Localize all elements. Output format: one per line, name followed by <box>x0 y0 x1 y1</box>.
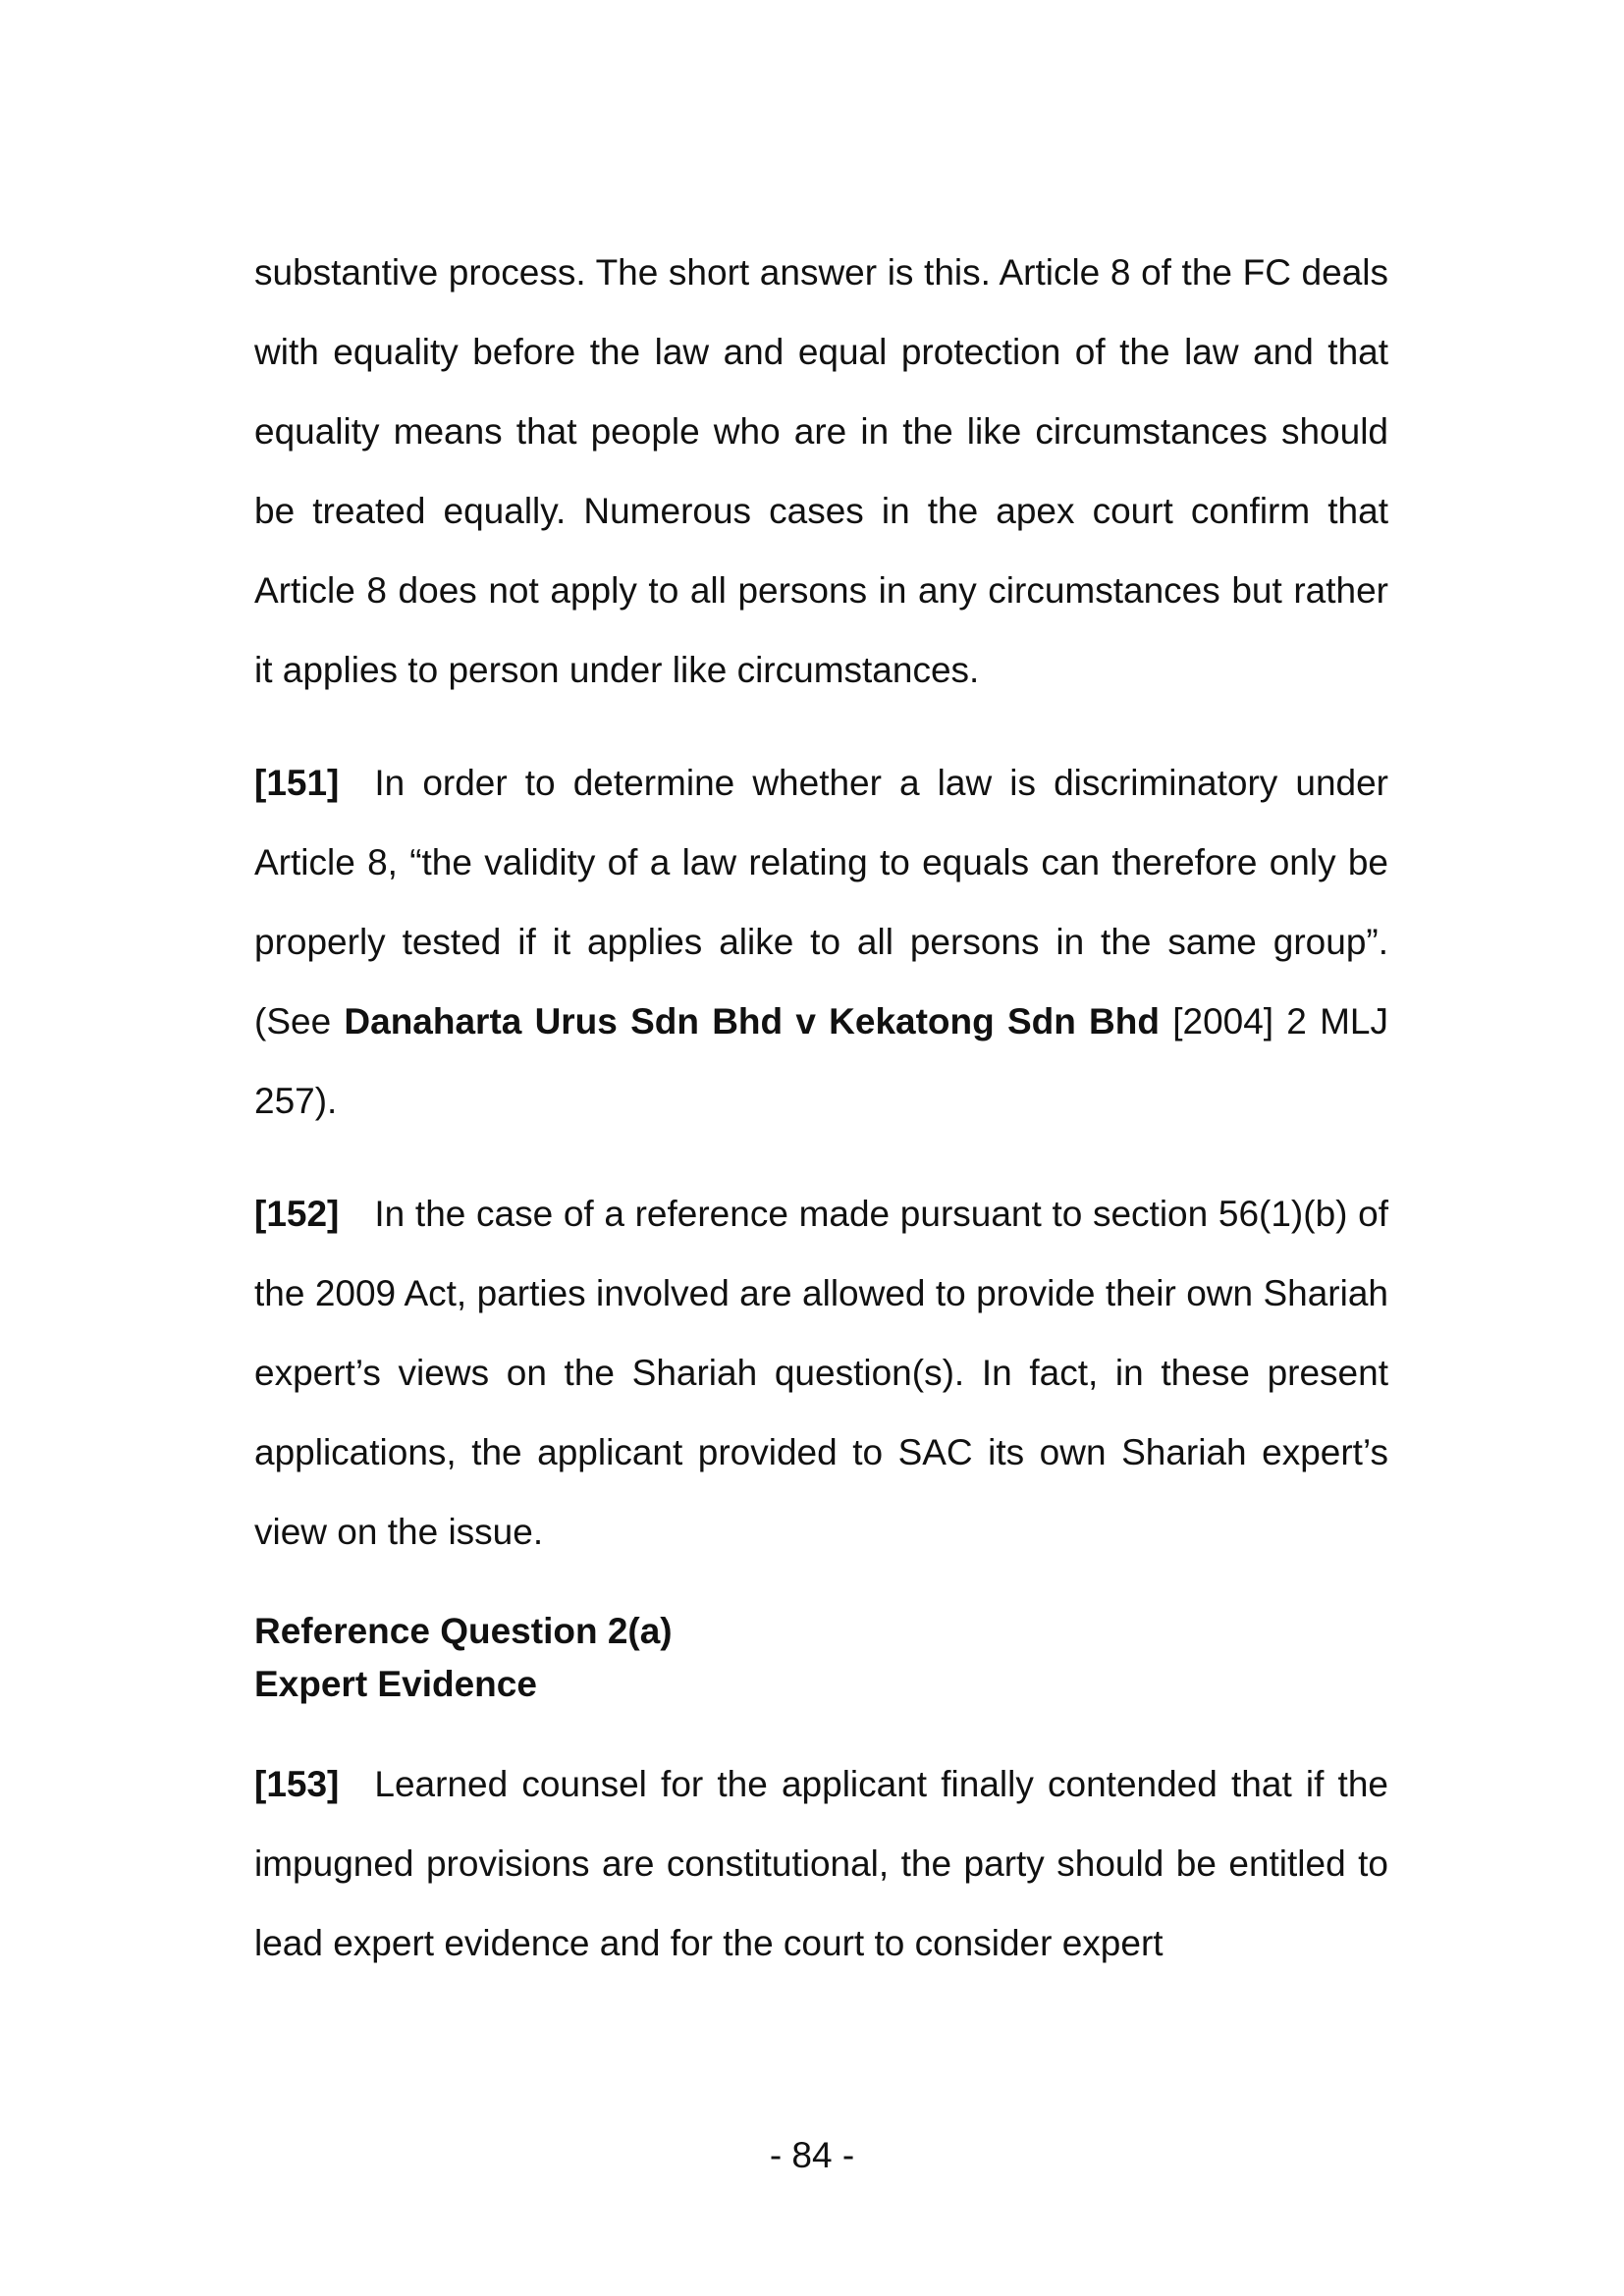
paragraph-number: [151] <box>254 763 340 803</box>
paragraph-number: [153] <box>254 1764 340 1804</box>
paragraph-152 <box>254 1174 1388 1572</box>
paragraph-text: substantive process. The short answer is this. Article 8 of the FC deals with equality before the law and equal protection of the law and that equality means that people who are in the like circumstances should be treated equally. Numerous cases in the apex court confirm that Article 8 does not apply to all persons in any circumstances but rather it applies to person under like circumstances. <box>254 252 1388 690</box>
paragraph-number: [152] <box>254 1194 340 1234</box>
paragraph-continuation <box>254 233 1388 710</box>
paragraph-text: In order to determine whether a law is discriminatory under Article 8, “the validity of a law relating to equals can therefore only be properly tested if it applies alike to all persons in the same group”. (See <box>254 763 1388 1041</box>
paragraph-text: In the case of a reference made pursuant to section 56(1)(b) of the 2009 Act, parties involved are allowed to provide their own Shariah expert’s views on the Shariah question(s). In fact, in these present applications, the applicant provided to SAC its own Shariah expert’s view on the issue. <box>254 1194 1388 1552</box>
page-number: - 84 - <box>769 2135 855 2175</box>
case-citation-name: Danaharta Urus Sdn Bhd v Kekatong Sdn Bhd <box>344 1001 1160 1041</box>
paragraph-text: Learned counsel for the applicant finally contended that if the impugned provisions are constitutional, the party should be entitled to lead expert evidence and for the court to consider expert <box>254 1764 1388 1963</box>
case-citation-reference: [2004] 2 MLJ 257). <box>254 1001 1389 1121</box>
section-heading <box>254 1605 1388 1711</box>
paragraph-151 <box>254 743 1388 1141</box>
heading-expert-evidence: Expert Evidence <box>254 1664 537 1704</box>
paragraph-153 <box>254 1744 1388 1983</box>
heading-reference-question: Reference Question 2(a) <box>254 1611 673 1651</box>
page-content <box>254 233 1388 1983</box>
